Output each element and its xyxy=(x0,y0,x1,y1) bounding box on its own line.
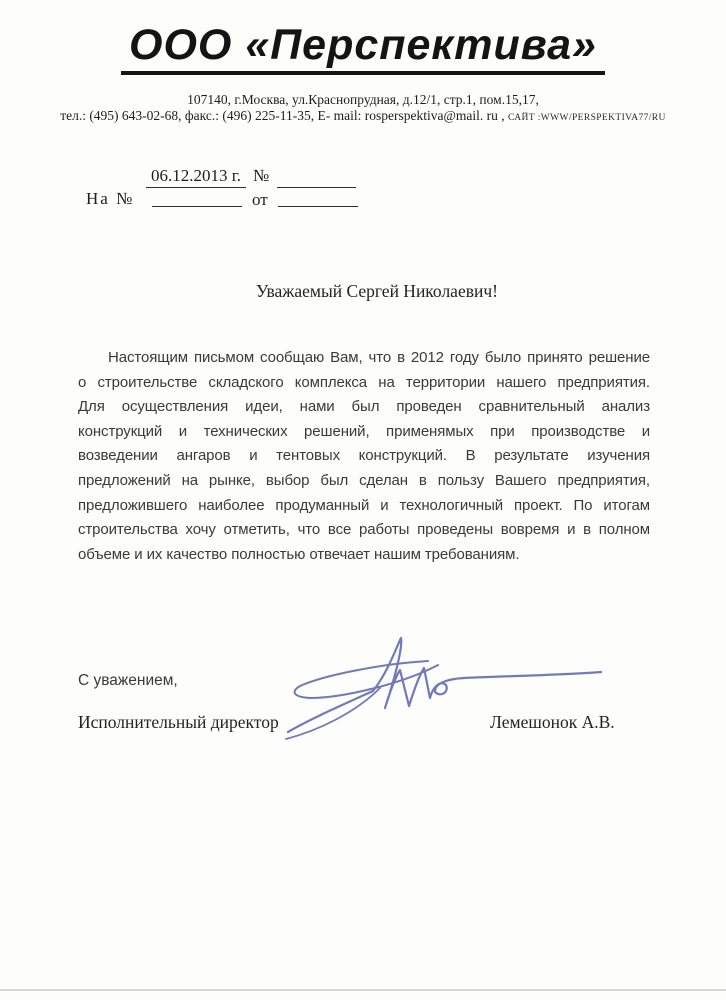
body-line: строительства хочу отметить, что все работы проведены вовремя и в полном xyxy=(78,521,650,539)
body-line: возведении ангаров и тентовых конструкций. В результате изучения xyxy=(78,447,650,465)
salutation: Уважаемый Сергей Николаевич! xyxy=(256,281,498,301)
company-address: 107140, г.Москва, ул.Краснопрудная, д.12/1, стр.1, пом.15,17, xyxy=(187,92,539,107)
letter-body xyxy=(78,346,650,567)
body-line: Для осуществления идеи, нами был проведен сравнительный анализ xyxy=(78,398,650,416)
signature-stroke-loop xyxy=(295,661,438,698)
signer-position: Исполнительный директор xyxy=(78,712,279,732)
body-line: о строительстве складского комплекса на территории нашего предприятия. xyxy=(78,373,650,391)
from-label: от xyxy=(252,190,268,209)
blank-number-line xyxy=(277,168,356,188)
blank-reply-number-line xyxy=(152,188,242,207)
reply-to-label: На № xyxy=(86,189,135,208)
body-line: объеме и их качество полностью отвечает нашим требованиям. xyxy=(78,545,520,563)
company-website: САЙТ :WWW/PERSPEKTIVA77/RU xyxy=(508,113,666,123)
signer-name: Лемешонок А.В. xyxy=(490,712,615,732)
body-line: предложившего наиболее продуманный и технологичный проект. По итогам xyxy=(78,496,650,514)
blank-from-date-line xyxy=(278,188,358,207)
company-contacts-text: тел.: (495) 643-02-68, факс.: (496) 225-11-35, E- mail: rosperspektiva@mail. ru , xyxy=(60,108,505,123)
closing-regards: С уважением, xyxy=(78,672,178,689)
letter-date: 06.12.2013 г. xyxy=(146,166,246,188)
scan-edge-line xyxy=(0,989,726,991)
handwritten-signature xyxy=(278,634,608,744)
body-line: предложений на рынке, выбор был сделан в пользу Вашего предприятия, xyxy=(78,471,650,489)
company-name: ООО «Перспектива» xyxy=(121,22,605,75)
signature-stroke-main xyxy=(288,638,601,732)
letterhead xyxy=(0,22,726,75)
number-label: № xyxy=(253,166,270,185)
company-contacts xyxy=(0,108,726,126)
body-line: конструкций и технических решений, применямых при производстве и xyxy=(78,422,650,440)
body-line: Настоящим письмом сообщаю Вам, что в 2012 году было принято решение xyxy=(108,349,650,366)
